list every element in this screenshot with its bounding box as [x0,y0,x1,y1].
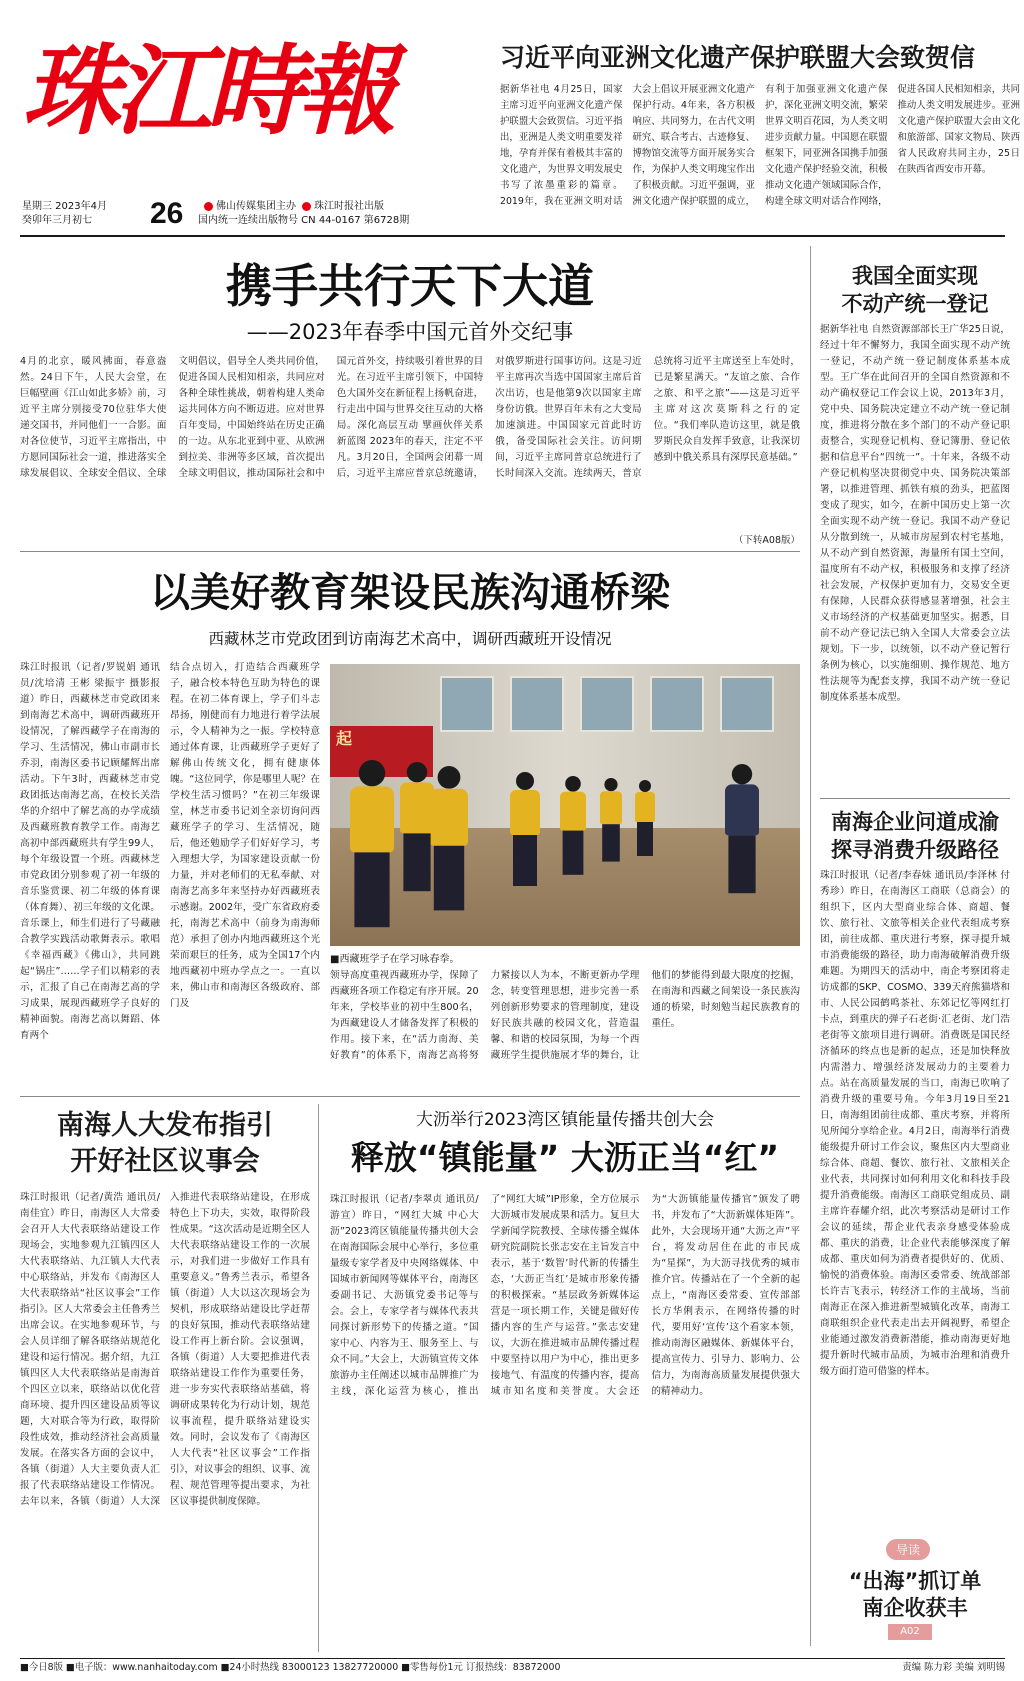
publisher-press: 珠江时报社出版 [314,201,384,212]
date-lunar: 癸卯年三月初七 [22,215,92,226]
dali-headline[interactable]: 释放“镇能量” 大沥正当“红” [350,1138,780,1177]
issue-date [22,200,142,228]
photo-caption: ■西藏班学子在学习咏春拳。 [330,954,460,965]
publisher-organizer: 佛山传媒集团主办 [216,201,296,212]
top-story-body: 据新华社电 4月25日，国家主席习近平向亚洲文化遗产保护联盟大会致贺信。习近平指出，亚洲是人类文明重要发祥地，孕育并保有着极其丰富的文化遗产，为世界文明发展史书写了浓墨重彩的篇章。2019年，我在亚洲文明对话大会上倡议开展亚洲文化遗产保护行动。4年来，各方积极响应、共同努力，在古代文明研究、联合考古、古迹修复、博物馆交流等方面开展务实合作，为保护人类文明瑰宝作出了积极贡献。习近平强调，亚洲文化遗产保护联盟的成立，有利于加强亚洲文化遗产保护，深化亚洲文明交流，繁荣世界文明百花园，为人类文明进步贡献力量。中国愿在联盟框架下，同亚洲各国携手加强文化遗产保护经验交流，积极推动文化遗产领域国际合作，构建全球文明对话合作网络，促进各国人民相知相亲，共同推动人类文明发展进步。亚洲文化遗产保护联盟大会由文化和旅游部、国家文物局、陕西省人民政府共同主办，25日在陕西省西安市开幕。 [500,84,1020,207]
student-figure [430,766,468,910]
masthead-divider [20,235,1005,237]
student-figure [510,772,540,886]
feature-photo [330,664,800,946]
footer-editors: 责编 陈力彩 美编 刘明锡 [902,1662,1005,1673]
feature-body-bottom: 领导高度重视西藏班办学，保障了西藏班各项工作稳定有序开展。20年来，学校毕业的初中生800名，为西藏建设人才储备发挥了积极的作用。接下来，在“活力南海、美好教育”的体系下，南海艺高将努力紧接以人为本，不断更新办学理念，转变管理思想，进步完善一系列创新形势要求的管理制度，建设好民族共融的校园文化，营造温馨、和谐的校园氛围，为每一个西藏班学生提供施展才华的舞台，让他们的梦能得到最大限度的挖掘，在南海和西藏之间架设一条民族沟通的桥梁，时刻勉当起民族教育的重任。 [330,970,800,1061]
footer-info: ■今日8版 ■电子版：www.nanhaitoday.com ■24小时热线 83000123 13827720000 ■零售每份1元 订报热线：83872000 [20,1662,561,1673]
lead-continued[interactable]: （下转A08版） [733,535,800,546]
column-divider [318,1104,319,1652]
date-gregorian: 星期三 2023年4月 [22,201,107,212]
feature-body-left: 珠江时报讯（记者/罗锐娟 通讯员/沈培清 王彬 梁振宇 摄影报道）昨日，西藏林芝市党政团来到南海艺术高中，调研西藏班开设情况，了解西藏学子在南海的学习、生活情况，佛山市副市长乔羽，南海区委书记顾耀辉出席活动。下午3时，西藏林芝市党政团抵达南海艺高，在校长关浩华的介绍中了解艺高的办学成绩及西藏班教育教学工作。南海艺高初中部西藏班共有学生99人，每个年级设置一个班。西藏林芝市党政团分别参观了初一年级的音乐鉴赏课、初二年级的体育课（体育舞）、初三年级的文化课。音乐课上，师生们进行了号藏融合教学实践活动歌舞表示。歌唱《幸福西藏》《佛山》，共同跳起“锅庄”……学子们以精彩的表示，汇报了自己在南海艺高的学习成果，展现西藏班学子良好的精神面貌。南海艺高以舞蹈、体育两个 [20,662,160,1041]
student-figure [400,762,434,891]
student-figure [350,760,394,927]
lead-subhead: ——2023年春季中国元首外交纪事 [246,320,574,344]
sidebar-story2-headline[interactable]: 南海企业问道成渝 探寻消费升级路径 [831,810,999,862]
guide-tag: 导读 [886,1539,930,1560]
npc-headline[interactable]: 南海人大发布指引 开好社区议事会 [57,1110,273,1177]
student-figure [560,776,586,875]
student-figure [600,778,622,862]
dali-body: 珠江时报讯（记者/李翠贞 通讯员/游宣）昨日，“网红大城 中心大沥”2023湾区镇能量传播共创大会在南海国际会展中心举行，多位重量级专家学者及中央网络媒体、中国城市新闻网等媒体平台，南海区委副书记、大沥镇党委书记等与会。会上，专家学者与媒体代表共同探讨新形势下的传播之道。“国家中心、内容为王、服务至上、与众不同。”大会上，大沥镇宣传文体旅游办主任阐述以城市品牌推广为主线，深化运营为核心，推出了“网红大城”IP形象，全方位展示大沥城市发展成果和活力。复旦大学新闻学院教授、全球传播全媒体研究院副院长张志安在主旨发言中表示，基于‘数智’时代新的传播生态，‘大沥正当红’是城市形象传播的积极探索。“基层政务新媒体运营是一项长期工作，关键是做好传播内容的生产与运营。”张志安建议，大沥在推进城市品牌传播过程中要坚持以用户为中心，推出更多接地气、有温度的传播内容，提高城市知名度和美誉度。大会还为“大沥镇能量传播官”颁发了聘书，并发布了“大沥新媒体矩阵”。此外，大会现场开通“大沥之声”平台，将发动居住在此的市民成为“星探”，为大沥寻找优秀的城市推介官。传播站在了一个全新的起点上，“南海区委常委、宣传部部长方华俐表示，在网络传播的时代，要用好‘宣传’这个看家本领，推动南海区融媒体、新媒体平台，提高宣传力、引导力、影响力、公信力，为南海高质量发展提供强大的精神动力。 [330,1194,800,1397]
publisher-info [198,200,448,228]
page-footer [20,1658,1005,1676]
publisher-logo-icon [302,202,311,211]
student-figure [635,780,655,856]
page-number: 26 [150,197,184,230]
dali-kicker: 大沥举行2023湾区镇能量传播共创大会 [415,1110,715,1130]
feature-subhead: 西藏林芝市党政团到访南海艺术高中，调研西藏班开设情况 [208,630,612,648]
sidebar-story2-body: 珠江时报讯（记者/李春妹 通讯员/李泽林 付秀珍）昨日，在南海区工商联（总商会）的组织下，区内大型商业综合体、商超、餐饮、旅行社、文旅等相关企业代表组成考察团，前往成都、重庆进行考察，探寻提升城市消费能级的路径，助力南海破解消费升级难题。为期四天的活动中，南企考察团将走访成都的SKP、COSMO、339天府熊猫塔和市、人民公园鹤鸣茶社、东郊记忆等网红打卡点，到重庆的弹子石老街·汇老街、龙门浩老街等文旅项目进行调研。消费既是国民经济循环的终点也是新的起点，还是加快释放内需潜力、增强经济发展动力的主要着力点。站在高质量发展的当口，南海已吹响了消费升级的重要号角。今年3月19日至21日，南海组团前往成都、重庆考察，并将所见所闻分享给企业。4月2日，南海举行消费能级提升研讨工作会议，聚焦区内大型商业综合体、商超、餐饮、旅行社、文旅相关企业代表，共同探讨如何利用文化和科技手段提升消费能级。南海区工商联党组成员、副主席许春耀介绍，此次考察活动是研讨工作会议的延续，帮企业代表亲身感受体验成都、重庆的消费，让企业代表能够深度了解成都、重庆如何为消费者提供好的、优质、愉悦的消费体验。南海区委常委、统战部部长许吉飞表示，转经济工作的主战场，当前南海正在深入推进新型城镇化改革，南海工商联组织企业代表走出去开阔视野，希望企业能通过激发消费新潜能，推动南海更好地提升新时代城市品质，为城市治理和消费升级方面打造可借鉴的样本。 [820,870,1010,1377]
sidebar-story1-body: 据新华社电 自然资源部部长王广华25日说，经过十年不懈努力，我国全面实现不动产统一登记，不动产统一登记制度体系基本成型。王广华在此间召开的全国自然资源和不动产确权登记工作会议上说，2013年3月，党中央、国务院决定建立不动产统一登记制度，推进将分散在多个部门的不动产登记职责整合，实现登记机构、登记簿册、登记依据和信息平台“四统一”。十年来，各级不动产登记机构坚决贯彻党中央、国务院决策部署，以推进管理、抓铁有痕的劲头，把蓝图变成了现实，如今，在新中国历史上第一次全面实现不动产统一登记。我国不动产登记从分散到统一，从城市房屋到农村宅基地，从不动产到自然资源，海量所有国土空间，温度所有不动产权，积极服务和支撑了经济社会发展，产权保护更加有力，交易安全更有保障，人民群众获得感显著增强，社会主义市场经济的产权基础更加坚实。据悉，目前不动产登记法已纳入全国人大常委会立法规划。下一步，以统领，以不动产登记暂行条例为核心，以实施细则、操作规范、地方性法规等为配套支撑，我国不动产统一登记制度体系基本成型。 [820,324,1010,703]
guide-page-link[interactable]: A02 [888,1624,932,1640]
column-divider [810,246,811,1646]
feature-body-mid: 结合点切入，打造结合西藏班学子，融合校本特色互助为特色的课程。在初二体育课上，学子们斗志昂扬，刚健而有力地进行着学法展示，令人精神为之一振。学校特意通过体育课，让西藏班学子更好了解佛山传统文化，拥有健康体魄。“这位同学，你是哪里人呢？在学校生活习惯吗？”在初三年级课堂，林芝市委书记刘全亲切询问西藏班学子的学习、生活情况，随后，他还勉励学子们好好学习，考入理想大学，为国家建设贡献一份力量，并对老师们的无私奉献、对南海艺高多年来坚持办好西藏班表示感谢。2002年，受广东省政府委托，南海艺术高中（前身为南海师范）承担了创办内地西藏班这个光荣而艰巨的任务，成为全国17个内地西藏初中班办学点之一。一直以来，佛山市和南海区各级政府、部门及 [170,662,320,1009]
sidebar-story1-headline[interactable]: 我国全面实现 不动产统一登记 [841,264,989,316]
photo-banner: 起 [330,726,433,777]
section-divider [20,1096,800,1097]
section-divider [20,551,800,552]
issn-line: 国内统一连续出版物号 CN 44-0167 第6728期 [198,215,410,226]
sidebar-divider [820,798,1010,799]
issue-info [22,197,492,230]
masthead-logo: 珠江時報 [22,34,391,149]
lead-body: 4月的北京，暖风拂面，春意盎然。24日下午，人民大会堂，在巨幅壁画《江山如此多娇》前，习近平主席分别接受70位驻华大使递交国书，并同他们一一合影。面对各位使节，习近平主席指出，中方愿同国际社会一道，推进落实全球发展倡议、全球安全倡议、全球文明倡议，倡导全人类共同价值，促进各国人民相知相亲，共同应对各种全球性挑战，朝着构建人类命运共同体方向不断迈进。应对世界百年变局，中国始终站在历史正确的一边。从东北亚到中亚、从欧洲到拉美、非洲等多区域，首次提出全球文明倡议，推动国际社会和中国元首外交，持续吸引着世界的目光。在习近平主席引领下，中国特色大国外交在新征程上扬帆奋进，行走出中国与世界交往互动的大格局。深化高层互动 擘画伙伴关系新蓝图 2023年的春天，注定不平凡。3月20日，全国两会闭幕一周后，习近平主席应普京总统邀请，对俄罗斯进行国事访问。这是习近平主席再次当选中国国家主席后首次出访，也是他第9次以国家主席身份访俄。世界百年未有之大变局加速演进。中国国家元首此时访俄，备受国际社会关注。访问期间，习近平主席同普京总统进行了长时间深入交流。连续两天，普京总统将习近平主席送至上车处时，已是繁星满天。“友谊之旅、合作之旅、和平之旅”——这是习近平主席对这次莫斯科之行的定位。“我们率队造访这里，就是俄罗斯民众自发挥手致意，让我深切感到中俄关系具有深厚民意基础。” [20,356,800,479]
guide-headline[interactable]: “出海”抓订单 南企收获丰 [848,1569,982,1620]
lead-headline[interactable]: 携手共行天下大道 [226,259,594,313]
teacher-figure [725,764,759,893]
guide-box [848,1539,968,1565]
feature-headline[interactable]: 以美好教育架设民族沟通桥梁 [150,570,670,616]
publisher-logo-icon [204,202,213,211]
npc-body: 珠江时报讯（记者/黄浩 通讯员/南佳宜）昨日，南海区人大常委会召开人大代表联络站建设工作现场会，实地参观九江镇四区人大代表联络站、九江镇人大代表中心联络站，并发布《南海区人大代表联络站“社区议事会”工作指引》。区人大常委会主任鲁秀兰出席会议。在实地参观环节，与会人员详细了解各联络站规范化建设和运行情况。据介绍，九江镇四区人大代表联络站是南海首个四区立以来，联络站以优化营商环境、提升四区建设品质等议题，大对联合等为行政，取得阶段性成效，推动经济社会高质量发展。在落实各方面的会议中，各镇（街道）人大主要负责人汇报了代表联络站建设工作情况。去年以来，各镇（街道）人大深入推进代表联络站建设，在形成特色上下功夫，实效，取得阶段性成果。“这次活动是近期全区人大代表联络站建设工作的一次展示，对我们进一步做好工作具有重要意义。”鲁秀兰表示，希望各镇（街道）人大以这次现场会为契机，形成联络站建设比学赶帮的良好氛围，推动代表联络站建设工作再上新台阶。会议强调，各镇（街道）人大要把推进代表联络站建设工作作为重要任务，进一步夯实代表联络站基础，将调研成果转化为行动计划，规范议事流程，提升联络站建设实效。同时，会议发布了《南海区人大代表“社区议事会”工作指引》，对议事会的组织、议事、流程、规范管理等提出要求，为社区议事提供制度保障。 [20,1192,310,1507]
top-story-headline[interactable]: 习近平向亚洲文化遗产保护联盟大会致贺信 [500,43,976,72]
